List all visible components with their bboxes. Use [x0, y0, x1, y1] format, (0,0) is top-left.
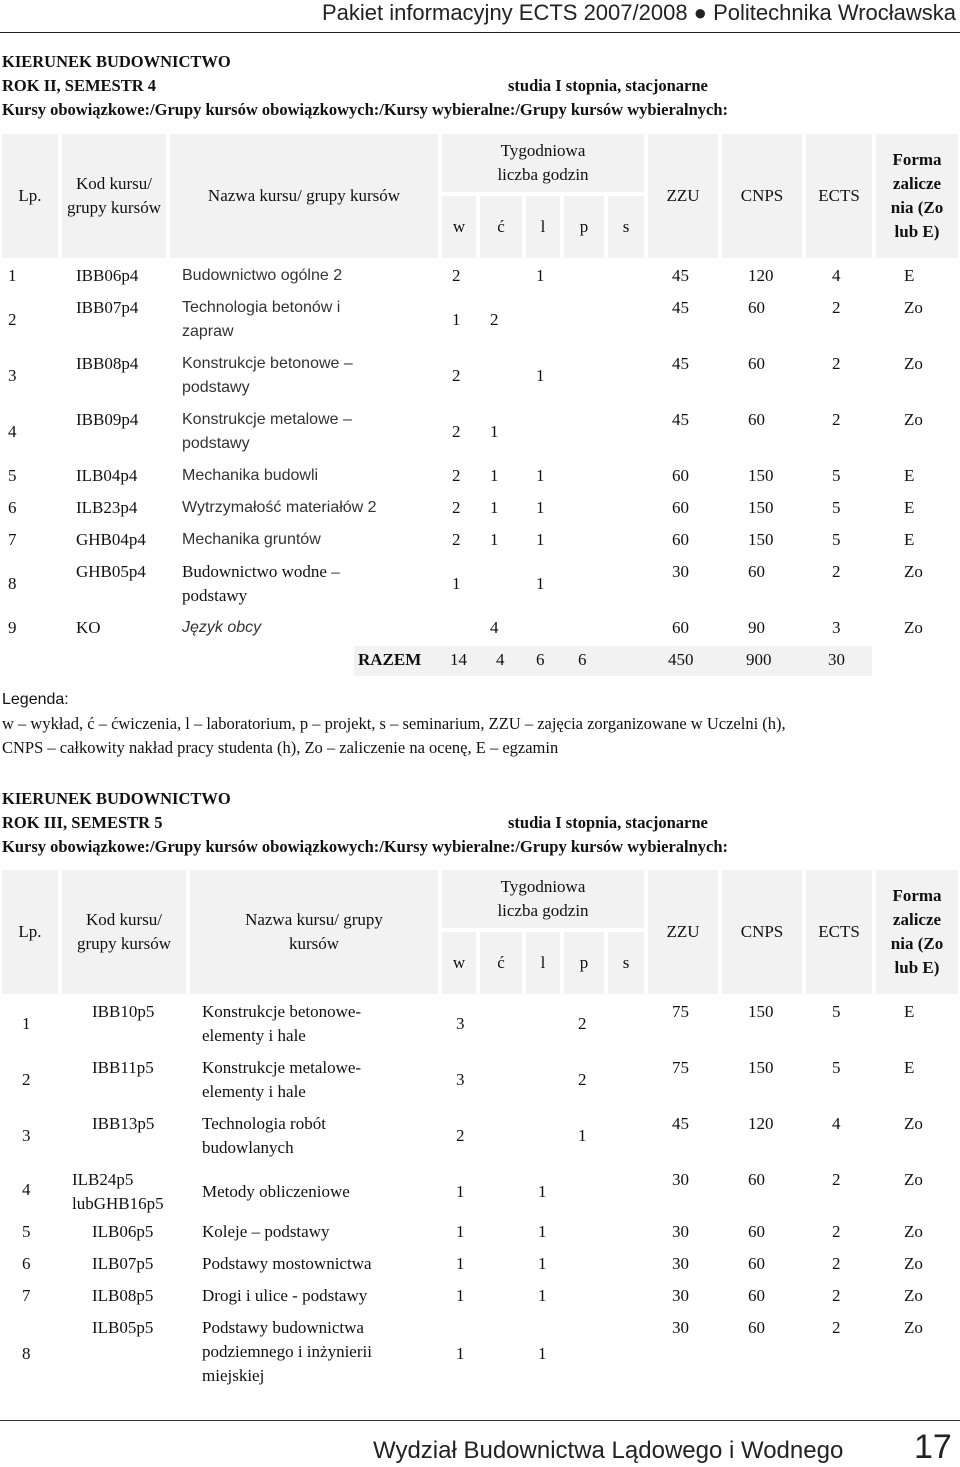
sem5-intro	[2, 787, 728, 859]
sem5-kursy: Kursy obowiązkowe:/Grupy kursów obowiązkowych:/Kursy wybieralne:/Grupy kursów wybieralnych:	[2, 837, 729, 856]
row-w: 1	[456, 1222, 465, 1241]
row-w: 1	[452, 310, 461, 329]
row-cnps: 60	[748, 1254, 765, 1273]
row-nazwa: Podstawy mostownictwa	[202, 1254, 372, 1273]
row-cnps: 60	[748, 298, 765, 317]
row-nazwa: Technologia robót budowlanych	[202, 1114, 326, 1157]
row-zzu: 45	[672, 410, 689, 429]
razem-label: RAZEM	[358, 650, 422, 669]
sem4-head-s: s	[608, 196, 644, 258]
row-ects: 2	[832, 410, 841, 429]
legend	[2, 688, 786, 760]
row-nazwa: Konstrukcje metalowe- elementy i hale	[202, 1058, 362, 1101]
row-kod: ILB08p5	[92, 1286, 154, 1305]
sem4-head-kod: Kod kursu/ grupy kursów	[62, 134, 166, 258]
row-zzu: 45	[672, 354, 689, 373]
row-lp: 7	[8, 530, 17, 549]
row-forma: Zo	[904, 618, 923, 637]
row-ects: 2	[832, 1170, 841, 1189]
cell-bg	[876, 462, 958, 492]
row-w: 3	[456, 1014, 465, 1033]
row-zzu: 60	[672, 498, 689, 517]
legend-line-2: CNPS – całkowity nakład pracy studenta (h), Zo – zaliczenie na ocenę, E – egzamin	[2, 738, 559, 757]
row-kod: IBB09p4	[76, 410, 139, 429]
row-forma: Zo	[904, 1222, 923, 1241]
row-w: 1	[456, 1286, 465, 1305]
legend-line-1: w – wykład, ć – ćwiczenia, l – laboratorium, p – projekt, s – seminarium, ZZU – zajęcia zorganizowane w Uczelni (h),	[2, 714, 786, 733]
row-nazwa: Konstrukcje betonowe- elementy i hale	[202, 1002, 362, 1045]
row-lp: 3	[8, 366, 17, 385]
row-forma: Zo	[904, 1318, 923, 1337]
row-l: 1	[536, 466, 545, 485]
row-ects: 2	[832, 562, 841, 581]
page-number: 17	[914, 1428, 952, 1466]
cell-bg	[608, 294, 644, 346]
footer-text: Wydział Budownictwa Lądowego i Wodnego	[373, 1437, 844, 1464]
row-c: 1	[538, 1254, 547, 1273]
sem4-head-p: p	[564, 196, 604, 258]
cell-bg	[480, 462, 522, 492]
sem5-head-l: l	[526, 932, 560, 994]
cell-bg	[480, 526, 522, 556]
row-ects: 2	[832, 1286, 841, 1305]
razem-c: 4	[496, 650, 505, 669]
row-nazwa: Metody obliczeniowe	[202, 1182, 350, 1201]
row-nazwa: Drogi i ulice - podstawy	[202, 1286, 368, 1305]
row-c: 1	[490, 498, 499, 517]
row-w: 2	[452, 266, 461, 285]
cell-bg	[608, 494, 644, 524]
row-kod: IBB06p4	[76, 266, 139, 285]
sem4-rok: ROK II, SEMESTR 4	[2, 76, 157, 95]
row-kod: ILB07p5	[92, 1254, 154, 1273]
row-kod: ILB06p5	[92, 1222, 154, 1241]
sem5-head-ects: ECTS	[806, 870, 872, 994]
row-forma: E	[904, 498, 915, 517]
razem-l: 6	[536, 650, 545, 669]
row-w: 1	[452, 574, 461, 593]
sem5-head-cnps: CNPS	[722, 870, 802, 994]
row-ects: 2	[832, 1222, 841, 1241]
row-nazwa: Konstrukcje metalowe – podstawy	[182, 411, 352, 452]
row-zzu: 45	[672, 298, 689, 317]
row-ects: 5	[832, 1058, 841, 1077]
row-lp: 1	[22, 1014, 31, 1033]
cell-bg	[608, 406, 644, 458]
row-kod: IBB07p4	[76, 298, 139, 317]
row-kod: IBB10p5	[92, 1002, 155, 1021]
cell-bg	[876, 494, 958, 524]
row-w: 2	[452, 498, 461, 517]
sem5-head-kod: Kod kursu/ grupy kursów	[62, 870, 186, 994]
row-zzu: 75	[672, 1002, 689, 1021]
row-c: 2	[578, 1070, 587, 1089]
razem-w: 14	[450, 650, 467, 669]
row-w: 2	[452, 466, 461, 485]
row-c: 1	[490, 466, 499, 485]
row-nazwa: Wytrzymałość materiałów 2	[182, 499, 377, 516]
cell-bg	[564, 294, 604, 346]
cell-bg	[564, 406, 604, 458]
row-nazwa: Język obcy	[182, 619, 262, 636]
row-nazwa: Podstawy budownictwa podziemnego i inżynierii miejskiej	[202, 1318, 372, 1385]
razem-zzu: 450	[668, 650, 694, 669]
cell-bg	[480, 406, 522, 458]
row-forma: Zo	[904, 562, 923, 581]
sem5-head-lp: Lp.	[2, 870, 58, 994]
row-zzu: 30	[672, 1286, 689, 1305]
sem5-head-w: w	[442, 932, 476, 994]
row-l: 1	[536, 266, 545, 285]
cell-bg	[564, 494, 604, 524]
sem5-head-nazwa: Nazwa kursu/ grupy kursów	[190, 870, 438, 994]
row-cnps: 60	[748, 1170, 765, 1189]
legend-title: Legenda:	[2, 691, 69, 708]
row-lp: 4	[22, 1180, 31, 1199]
row-lp: 8	[22, 1344, 31, 1363]
sem5-head-forma: Forma zalicze nia (Zo lub E)	[876, 870, 958, 994]
row-lp: 6	[22, 1254, 31, 1273]
row-ects: 4	[832, 1114, 841, 1133]
row-c: 4	[490, 618, 499, 637]
cell-bg	[608, 462, 644, 492]
row-forma: E	[904, 266, 915, 285]
row-ects: 5	[832, 498, 841, 517]
row-c: 1	[538, 1286, 547, 1305]
sem4-head-w: w	[442, 196, 476, 258]
row-cnps: 60	[748, 562, 765, 581]
row-l: 1	[536, 498, 545, 517]
row-w: 2	[452, 422, 461, 441]
row-forma: Zo	[904, 1286, 923, 1305]
cell-bg	[480, 494, 522, 524]
sem5-kierunek: KIERUNEK BUDOWNICTWO	[2, 789, 231, 808]
sem5-head-p: p	[564, 932, 604, 994]
row-forma: E	[904, 466, 915, 485]
cell-bg	[526, 294, 560, 346]
row-forma: E	[904, 1058, 915, 1077]
row-kod: IBB08p4	[76, 354, 139, 373]
row-cnps: 60	[748, 1222, 765, 1241]
row-nazwa: Budownictwo ogólne 2	[182, 267, 343, 284]
row-ects: 2	[832, 1318, 841, 1337]
row-cnps: 90	[748, 618, 765, 637]
row-ects: 2	[832, 298, 841, 317]
row-nazwa: Konstrukcje betonowe – podstawy	[182, 355, 353, 396]
row-forma: Zo	[904, 410, 923, 429]
sem4-head-zzu: ZZU	[648, 134, 718, 258]
razem-cnps: 900	[746, 650, 772, 669]
row-lp: 1	[8, 266, 17, 285]
row-cnps: 150	[748, 1058, 774, 1077]
row-lp: 2	[22, 1070, 31, 1089]
cell-bg	[564, 614, 604, 644]
cell-bg	[564, 558, 604, 610]
sem5-head-c: ć	[480, 932, 522, 994]
row-zzu: 30	[672, 1170, 689, 1189]
razem-ects: 30	[828, 650, 845, 669]
row-ects: 5	[832, 1002, 841, 1021]
header-text: Pakiet informacyjny ECTS 2007/2008 ● Politechnika Wrocławska	[321, 0, 956, 25]
row-zzu: 30	[672, 1222, 689, 1241]
footer-rule	[0, 1420, 960, 1421]
row-c: 1	[490, 530, 499, 549]
row-zzu: 45	[672, 266, 689, 285]
cell-bg	[608, 262, 644, 292]
cell-bg	[876, 262, 958, 292]
row-forma: E	[904, 530, 915, 549]
row-kod: ILB24p5 lubGHB16p5	[72, 1170, 164, 1213]
row-lp: 9	[8, 618, 17, 637]
sem4-kierunek: KIERUNEK BUDOWNICTWO	[2, 52, 231, 71]
row-lp: 6	[8, 498, 17, 517]
row-nazwa: Budownictwo wodne – podstawy	[182, 562, 340, 605]
row-cnps: 150	[748, 498, 774, 517]
sem4-intro	[2, 50, 728, 122]
row-w: 2	[452, 366, 461, 385]
row-nazwa: Mechanika budowli	[182, 467, 319, 484]
cell-bg	[564, 462, 604, 492]
row-zzu: 60	[672, 530, 689, 549]
row-c: 1	[578, 1126, 587, 1145]
row-cnps: 120	[748, 1114, 774, 1133]
cell-bg	[526, 614, 560, 644]
sem4-head-tyg: Tygodniowa liczba godzin	[442, 134, 644, 192]
row-cnps: 60	[748, 410, 765, 429]
row-zzu: 30	[672, 562, 689, 581]
cell-bg	[480, 262, 522, 292]
cell-bg	[564, 262, 604, 292]
row-kod: IBB11p5	[92, 1058, 154, 1077]
row-ects: 2	[832, 354, 841, 373]
row-cnps: 120	[748, 266, 774, 285]
cell-bg	[480, 614, 522, 644]
row-l: 1	[536, 574, 545, 593]
row-ects: 2	[832, 1254, 841, 1273]
row-w: 3	[456, 1070, 465, 1089]
sem5-head-tyg: Tygodniowa liczba godzin	[442, 870, 644, 928]
cell-bg	[526, 406, 560, 458]
row-zzu: 30	[672, 1254, 689, 1273]
sem4-head-l: l	[526, 196, 560, 258]
row-zzu: 75	[672, 1058, 689, 1077]
cell-bg	[608, 350, 644, 402]
row-cnps: 60	[748, 1286, 765, 1305]
row-cnps: 150	[748, 466, 774, 485]
row-ects: 5	[832, 530, 841, 549]
row-w: 2	[452, 530, 461, 549]
row-kod: ILB05p5	[92, 1318, 154, 1337]
sem4-head-ects: ECTS	[806, 134, 872, 258]
row-cnps: 150	[748, 1002, 774, 1021]
row-nazwa: Technologia betonów i zapraw	[182, 299, 341, 340]
row-kod: ILB04p4	[76, 466, 138, 485]
row-c: 1	[490, 422, 499, 441]
cell-bg	[608, 526, 644, 556]
row-w: 1	[456, 1254, 465, 1273]
row-w: 1	[456, 1182, 465, 1201]
row-ects: 4	[832, 266, 841, 285]
cell-bg	[564, 526, 604, 556]
cell-bg	[608, 558, 644, 610]
sem4-head-cnps: CNPS	[722, 134, 802, 258]
row-lp: 5	[22, 1222, 31, 1241]
row-lp: 4	[8, 422, 17, 441]
row-l: 1	[536, 366, 545, 385]
cell-bg	[564, 350, 604, 402]
row-forma: Zo	[904, 1114, 923, 1133]
row-c: 2	[578, 1014, 587, 1033]
sem5-head-zzu: ZZU	[648, 870, 718, 994]
row-kod: KO	[76, 618, 101, 637]
row-lp: 8	[8, 574, 17, 593]
sem4-head-lp: Lp.	[2, 134, 58, 258]
cell-bg	[480, 294, 522, 346]
sem4-kursy: Kursy obowiązkowe:/Grupy kursów obowiązkowych:/Kursy wybieralne:/Grupy kursów wybieralnych:	[2, 100, 729, 119]
cell-bg	[608, 614, 644, 644]
row-kod: IBB13p5	[92, 1114, 155, 1133]
sem5-studia: studia I stopnia, stacjonarne	[508, 813, 708, 832]
row-forma: Zo	[904, 1254, 923, 1273]
row-w: 2	[456, 1126, 465, 1145]
row-forma: E	[904, 1002, 915, 1021]
row-c: 2	[490, 310, 499, 329]
row-kod: GHB05p4	[76, 562, 146, 581]
sem5-head-s: s	[608, 932, 644, 994]
row-zzu: 30	[672, 1318, 689, 1337]
cell-bg	[480, 558, 522, 610]
cell-bg	[876, 526, 958, 556]
row-zzu: 60	[672, 618, 689, 637]
row-cnps: 150	[748, 530, 774, 549]
row-l: 1	[536, 530, 545, 549]
row-nazwa: Koleje – podstawy	[202, 1222, 330, 1241]
row-cnps: 60	[748, 1318, 765, 1337]
row-ects: 3	[832, 618, 841, 637]
row-c: 1	[538, 1182, 547, 1201]
row-forma: Zo	[904, 354, 923, 373]
row-w: 1	[456, 1344, 465, 1363]
sem4-head-nazwa: Nazwa kursu/ grupy kursów	[170, 134, 438, 258]
razem-p: 6	[578, 650, 587, 669]
sem5-rok: ROK III, SEMESTR 5	[2, 813, 163, 832]
row-nazwa: Mechanika gruntów	[182, 531, 321, 548]
row-lp: 2	[8, 310, 17, 329]
cell-bg	[480, 350, 522, 402]
row-lp: 7	[22, 1286, 31, 1305]
row-lp: 5	[8, 466, 17, 485]
sem4-head-forma: Forma zalicze nia (Zo lub E)	[876, 134, 958, 258]
row-c: 1	[538, 1344, 547, 1363]
row-c: 1	[538, 1222, 547, 1241]
row-kod: ILB23p4	[76, 498, 138, 517]
row-forma: Zo	[904, 1170, 923, 1189]
row-zzu: 45	[672, 1114, 689, 1133]
row-ects: 5	[832, 466, 841, 485]
row-zzu: 60	[672, 466, 689, 485]
row-cnps: 60	[748, 354, 765, 373]
sem4-studia: studia I stopnia, stacjonarne	[508, 76, 708, 95]
razem-bg	[354, 646, 872, 676]
row-kod: GHB04p4	[76, 530, 146, 549]
row-forma: Zo	[904, 298, 923, 317]
sem4-head-c: ć	[480, 196, 522, 258]
page-header	[0, 0, 960, 33]
row-lp: 3	[22, 1126, 31, 1145]
